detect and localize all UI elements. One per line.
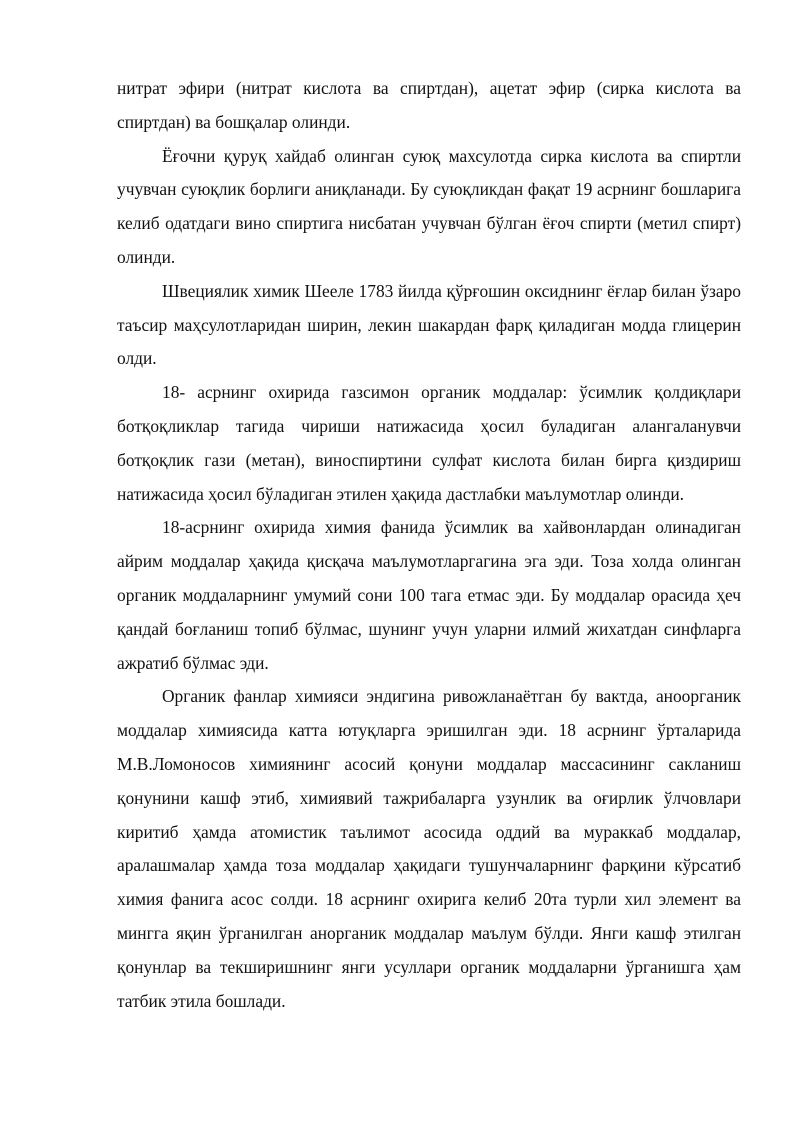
paragraph-inorganic-achievements: Органик фанлар химияси эндигина ривожланаётган бу вактда, аноорганик моддалар химиясида катта ютуқларга эришилган эди. 18 асрнинг ўрталарида М.В.Ломоносов химиянинг асосий қонуни моддалар массасининг сакланиш қонунини кашф этиб, химиявий тажрибаларга узунлик ва оғирлик ўлчовлари киритиб ҳамда атомистик таълимот асосида оддий ва мураккаб моддалар, аралашмалар ҳамда тоза моддалар ҳақидаги тушунчаларнинг фарқини кўрсатиб химия фанига асос солди. 18 асрнинг охирига келиб 20та турли хил элемент ва мингга яқин ўрганилган анорганик моддалар маълум бўлди. Янги кашф этилган қонунлар ва текширишнинг янги усуллари органик моддаларни ўрганишга ҳам татбик этила бошлади. xyxy=(117,686,741,1011)
body-text xyxy=(117,72,741,1018)
paragraph-scheele-glycerin: Швециялик химик Шееле 1783 йилда қўрғошин оксиднинг ёғлар билан ўзаро таъсир маҳсулотларидан ширин, лекин шакардан фарқ қиладиган модда глицерин олди. xyxy=(117,280,741,369)
paragraph-18th-century-chemistry: 18-асрнинг охирида химия фанида ўсимлик ва хайвонлардан олинадиган айрим моддалар ҳақида қисқача маълумотларгагина эга эди. Тоза холда олинган органик моддаларнинг умумий сони 100 тага етмас эди. Бу моддалар орасида ҳеч қандай боғланиш топиб бўлмас, шунинг учун уларни илмий жихатдан синфларга ажратиб бўлмас эди. xyxy=(117,517,741,673)
paragraph-wood-distillation: Ёғочни қуруқ хайдаб олинган суюқ махсулотда сирка кислота ва спиртли учувчан суюқлик борлиги аниқланади. Бу суюқликдан фақат 19 асрнинг бошларига келиб одатдаги вино спиртига нисбатан учувчан бўлган ёғоч спирти (метил спирт) олинди. xyxy=(117,145,741,267)
paragraph-gaseous-organics: 18- асрнинг охирида газсимон органик моддалар: ўсимлик қолдиқлари ботқоқликлар тагида чириши натижасида ҳосил буладиган алангаланувчи ботқоқлик гази (метан), виноспиртини сулфат кислота билан бирга қиздириш натижасида ҳосил бўладиган этилен ҳақида дастлабки маълумотлар олинди. xyxy=(117,382,741,504)
paragraph-continuation: нитрат эфири (нитрат кислота ва спиртдан), ацетат эфир (сирка кислота ва спиртдан) ва бошқалар олинди. xyxy=(117,78,741,132)
